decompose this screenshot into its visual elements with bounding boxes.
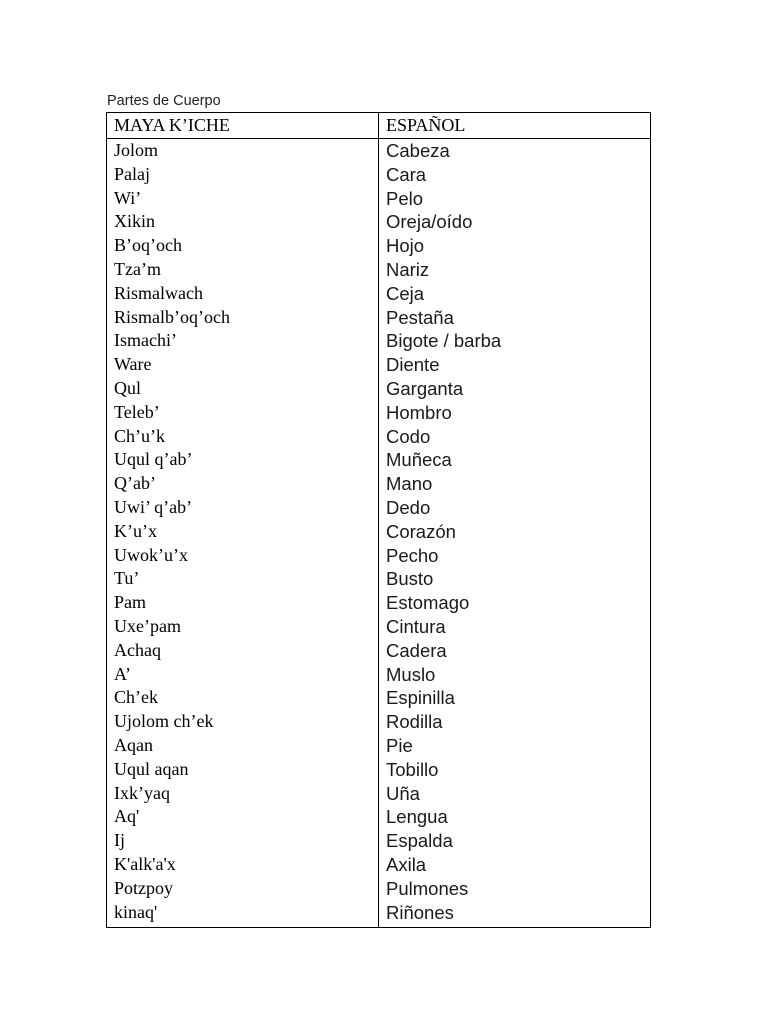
spanish-word: Cabeza — [379, 139, 651, 163]
kiche-word: kinaq' — [107, 901, 379, 928]
table-row — [107, 234, 651, 258]
spanish-word: Muñeca — [379, 448, 651, 472]
spanish-word: Pestaña — [379, 306, 651, 330]
table-row — [107, 377, 651, 401]
kiche-word: Achaq — [107, 639, 379, 663]
table-row — [107, 282, 651, 306]
spanish-word: Cara — [379, 163, 651, 187]
kiche-word: K'alk'a'x — [107, 853, 379, 877]
kiche-word: Uwok’u’x — [107, 544, 379, 568]
document-title: Partes de Cuerpo — [107, 93, 221, 109]
kiche-word: Uqul aqan — [107, 758, 379, 782]
kiche-word: Potzpoy — [107, 877, 379, 901]
kiche-word: Uxe’pam — [107, 615, 379, 639]
spanish-word: Garganta — [379, 377, 651, 401]
table-row — [107, 710, 651, 734]
kiche-word: Wi’ — [107, 187, 379, 211]
spanish-word: Pulmones — [379, 877, 651, 901]
table-row — [107, 591, 651, 615]
table-row — [107, 686, 651, 710]
spanish-word: Riñones — [379, 901, 651, 928]
spanish-word: Espinilla — [379, 686, 651, 710]
spanish-word: Tobillo — [379, 758, 651, 782]
spanish-word: Pie — [379, 734, 651, 758]
spanish-word: Cadera — [379, 639, 651, 663]
table-row — [107, 901, 651, 928]
spanish-word: Rodilla — [379, 710, 651, 734]
kiche-word: B’oq’och — [107, 234, 379, 258]
spanish-word: Espalda — [379, 829, 651, 853]
table-row — [107, 877, 651, 901]
kiche-word: Tza’m — [107, 258, 379, 282]
kiche-word: Ij — [107, 829, 379, 853]
kiche-word: Ismachi’ — [107, 329, 379, 353]
spanish-word: Pecho — [379, 544, 651, 568]
kiche-word: Ixk’yaq — [107, 782, 379, 806]
spanish-word: Lengua — [379, 805, 651, 829]
kiche-word: Qul — [107, 377, 379, 401]
spanish-word: Cintura — [379, 615, 651, 639]
table-row — [107, 258, 651, 282]
kiche-word: Uwi’ q’ab’ — [107, 496, 379, 520]
table-row — [107, 448, 651, 472]
table-row — [107, 663, 651, 687]
vocabulary-table — [106, 112, 651, 928]
spanish-word: Hombro — [379, 401, 651, 425]
spanish-word: Hojo — [379, 234, 651, 258]
spanish-word: Axila — [379, 853, 651, 877]
kiche-word: Xikin — [107, 210, 379, 234]
spanish-word: Oreja/oído — [379, 210, 651, 234]
table-row — [107, 210, 651, 234]
kiche-word: Q’ab’ — [107, 472, 379, 496]
table-row — [107, 782, 651, 806]
spanish-word: Busto — [379, 567, 651, 591]
table-row — [107, 353, 651, 377]
table-row — [107, 639, 651, 663]
table-row — [107, 139, 651, 163]
table-row — [107, 734, 651, 758]
spanish-word: Bigote / barba — [379, 329, 651, 353]
spanish-word: Pelo — [379, 187, 651, 211]
kiche-word: K’u’x — [107, 520, 379, 544]
table-row — [107, 853, 651, 877]
table-row — [107, 496, 651, 520]
table-row — [107, 615, 651, 639]
column-header-maya-kiche: MAYA K’ICHE — [107, 113, 379, 139]
spanish-word: Dedo — [379, 496, 651, 520]
table-row — [107, 829, 651, 853]
spanish-word: Diente — [379, 353, 651, 377]
table-row — [107, 329, 651, 353]
kiche-word: Jolom — [107, 139, 379, 163]
spanish-word: Nariz — [379, 258, 651, 282]
table-row — [107, 805, 651, 829]
table-row — [107, 544, 651, 568]
kiche-word: Pam — [107, 591, 379, 615]
table-header-row — [107, 113, 651, 139]
spanish-word: Uña — [379, 782, 651, 806]
kiche-word: Aqan — [107, 734, 379, 758]
kiche-word: Uqul q’ab’ — [107, 448, 379, 472]
table-row — [107, 425, 651, 449]
kiche-word: Aq' — [107, 805, 379, 829]
spanish-word: Muslo — [379, 663, 651, 687]
kiche-word: Tu’ — [107, 567, 379, 591]
kiche-word: Rismalb’oq’och — [107, 306, 379, 330]
table-row — [107, 401, 651, 425]
kiche-word: A’ — [107, 663, 379, 687]
kiche-word: Teleb’ — [107, 401, 379, 425]
column-header-espanol: ESPAÑOL — [379, 113, 651, 139]
table-row — [107, 567, 651, 591]
table-row — [107, 163, 651, 187]
kiche-word: Ch’ek — [107, 686, 379, 710]
spanish-word: Mano — [379, 472, 651, 496]
table-body — [107, 139, 651, 928]
table-row — [107, 758, 651, 782]
kiche-word: Rismalwach — [107, 282, 379, 306]
spanish-word: Ceja — [379, 282, 651, 306]
kiche-word: Palaj — [107, 163, 379, 187]
table-row — [107, 187, 651, 211]
table-row — [107, 520, 651, 544]
kiche-word: Ware — [107, 353, 379, 377]
spanish-word: Estomago — [379, 591, 651, 615]
kiche-word: Ujolom ch’ek — [107, 710, 379, 734]
table-row — [107, 306, 651, 330]
kiche-word: Ch’u’k — [107, 425, 379, 449]
spanish-word: Codo — [379, 425, 651, 449]
table-row — [107, 472, 651, 496]
spanish-word: Corazón — [379, 520, 651, 544]
